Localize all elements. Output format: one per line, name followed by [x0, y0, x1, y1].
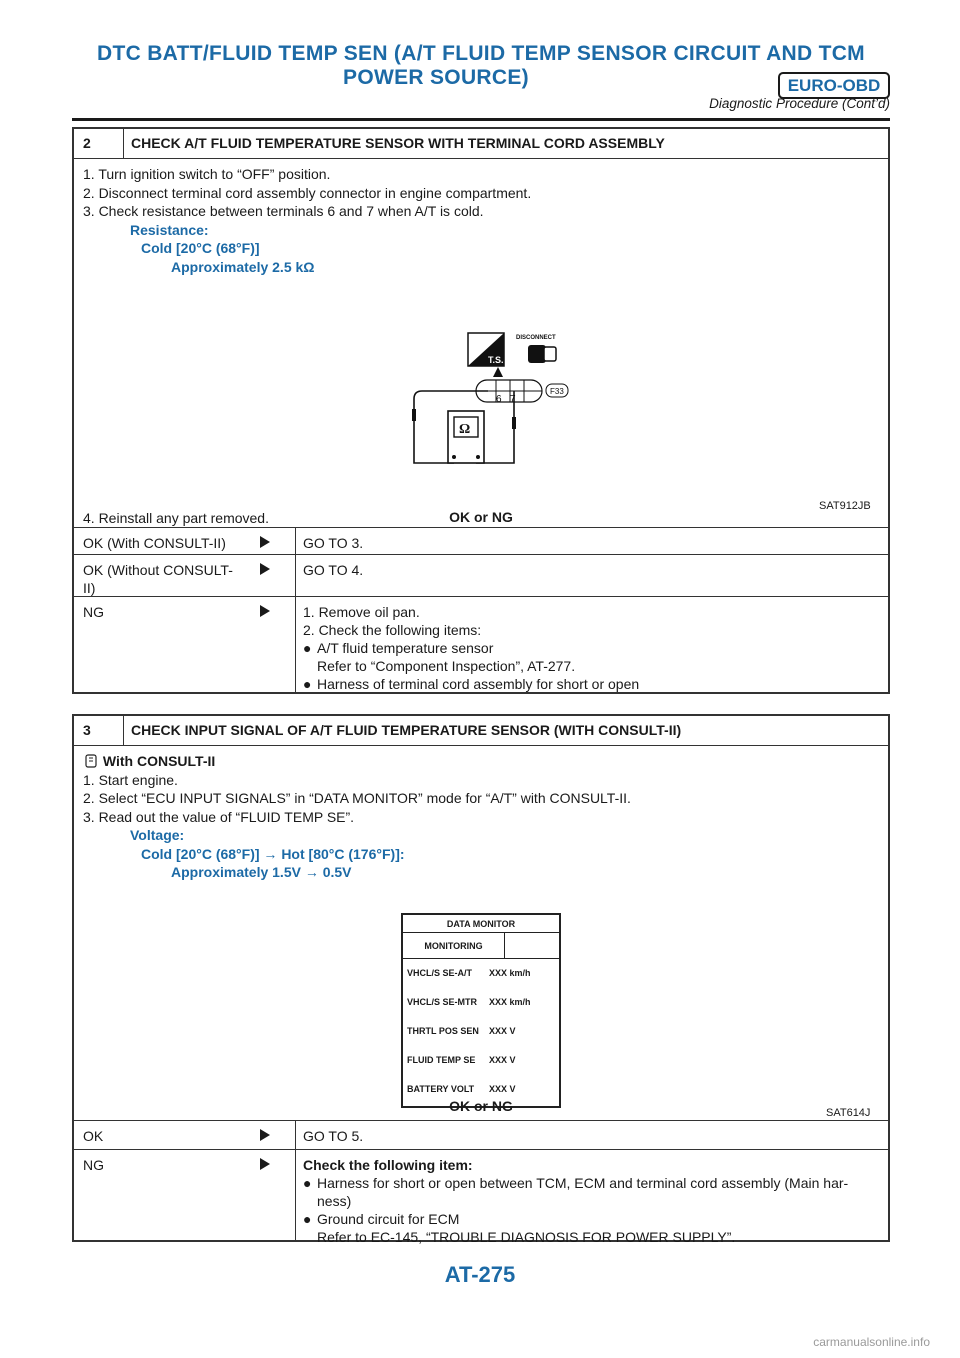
euro-obd-badge: EURO-OBD [778, 72, 890, 99]
figure-id-sat912jb: SAT912JB [819, 500, 871, 512]
watermark-site: carmanualsonline.info [813, 1335, 930, 1349]
voltage-value: Approximately 1.5V → 0.5V [171, 864, 352, 880]
result-label: OK (With CONSULT-II) [83, 535, 226, 551]
result-action: Check the following item: ● Harness for short or open between TCM, ECM and terminal cord assembly (Main har- ness) ● Ground circuit for ECM Refer to EC-145, “TROUBLE DIAGNOSIS FOR POWER SUPPLY”. [303, 1157, 849, 1245]
step2-number: 2 [74, 129, 124, 158]
go-to-arrow-icon [260, 563, 270, 575]
page-title-line2: POWER SOURCE) [343, 66, 529, 89]
monitor-row: VHCL/S SE-MTR XXX km/h [407, 997, 531, 1007]
connector-id: F33 [550, 387, 564, 396]
step2-result-ok-no-consult [74, 554, 888, 596]
step3-line1: 1. Start engine. [83, 771, 178, 788]
bullet-icon: ● [303, 676, 312, 692]
monitor-tab: MONITORING [403, 933, 505, 958]
go-to-arrow-icon [260, 1158, 270, 1170]
bullet-icon: ● [303, 1211, 312, 1227]
result-action: 1. Remove oil pan. 2. Check the following items: ● A/T fluid temperature sensor Refer to “Component Inspection”, AT-277. ● Harness of terminal cord assembly for short or open [303, 604, 640, 692]
step3-line3: 3. Read out the value of “FLUID TEMP SE”. [83, 808, 355, 825]
monitor-title: DATA MONITOR [403, 915, 559, 933]
probe-arrow [493, 367, 503, 377]
step2-header [74, 129, 888, 159]
step2-line2: 2. Disconnect terminal cord assembly connector in engine compartment. [83, 184, 532, 201]
result-action: GO TO 5. [303, 1128, 364, 1144]
result-label: NG [83, 604, 104, 620]
step2-line1: 1. Turn ignition switch to “OFF” position. [83, 166, 331, 182]
step2-line3: 3. Check resistance between terminals 6 and 7 when A/T is cold. [83, 203, 484, 219]
resistance-condition: Cold [20°C (68°F)] [141, 240, 260, 256]
resistance-label: Resistance: [130, 221, 209, 238]
step3-number: 3 [74, 716, 124, 745]
step2-ok-or-ng: OK or NG [449, 509, 513, 525]
step3-box [72, 714, 890, 1245]
step2-result-ng [74, 596, 888, 692]
ohmmeter-symbol: Ω [459, 422, 471, 437]
bullet-icon: ● [303, 1175, 312, 1191]
with-consult-label: With CONSULT-II [102, 753, 216, 769]
terminal-7-label: 7 [510, 394, 516, 405]
result-action: GO TO 3. [303, 535, 364, 551]
section-subtitle: Diagnostic Procedure (Cont’d) [709, 96, 890, 111]
figure-id-sat614j: SAT614J [826, 1107, 871, 1119]
step2-body [74, 159, 888, 529]
consult-icon [83, 754, 99, 768]
step2-heading: CHECK A/T FLUID TEMPERATURE SENSOR WITH TERMINAL CORD ASSEMBLY [131, 135, 665, 151]
header-rule [72, 118, 890, 121]
page-number: AT-275 [444, 1262, 516, 1287]
bullet-icon: ● [303, 640, 312, 656]
go-to-arrow-icon [260, 605, 270, 617]
go-to-arrow-icon [260, 536, 270, 548]
ts-icon-label: T.S. [488, 355, 504, 365]
step3-result-ok [74, 1120, 888, 1149]
result-label-line1: OK (Without CONSULT- [83, 562, 233, 578]
resistance-check-diagram [410, 325, 590, 475]
step2-line4: 4. Reinstall any part removed. [83, 510, 269, 526]
monitor-row: THRTL POS SEN XXX V [407, 1026, 516, 1036]
step3-ok-or-ng: OK or NG [449, 1098, 513, 1114]
result-label: NG [83, 1157, 104, 1173]
step2-result-ok-consult [74, 527, 888, 554]
data-monitor-screen [401, 913, 561, 1108]
monitor-row: VHCL/S SE-A/T XXX km/h [407, 968, 531, 978]
page-title-line1: DTC BATT/FLUID TEMP SEN (A/T FLUID TEMP SENSOR CIRCUIT AND TCM [97, 42, 865, 65]
step3-body [74, 746, 888, 1119]
step3-result-ng [74, 1149, 888, 1245]
resistance-value: Approximately 2.5 kΩ [171, 258, 315, 275]
disconnect-label: DISCONNECT [516, 335, 556, 341]
step3-line2: 2. Select “ECU INPUT SIGNALS” in “DATA MONITOR” mode for “A/T” with CONSULT-II. [83, 790, 631, 806]
voltage-label: Voltage: [130, 827, 185, 843]
result-action: GO TO 4. [303, 562, 364, 578]
monitor-row: FLUID TEMP SE XXX V [407, 1055, 516, 1065]
result-label-line2: II) [83, 580, 96, 596]
step3-heading: CHECK INPUT SIGNAL OF A/T FLUID TEMPERATURE SENSOR (WITH CONSULT-II) [131, 722, 682, 738]
go-to-arrow-icon [260, 1129, 270, 1141]
step3-header [74, 716, 888, 746]
voltage-condition: Cold [20°C (68°F)] → Hot [80°C (176°F)]: [141, 845, 405, 862]
step2-box [72, 127, 890, 694]
terminal-6-label: 6 [496, 394, 502, 405]
monitor-row: BATTERY VOLT XXX V [407, 1084, 516, 1094]
result-label: OK [83, 1128, 104, 1144]
